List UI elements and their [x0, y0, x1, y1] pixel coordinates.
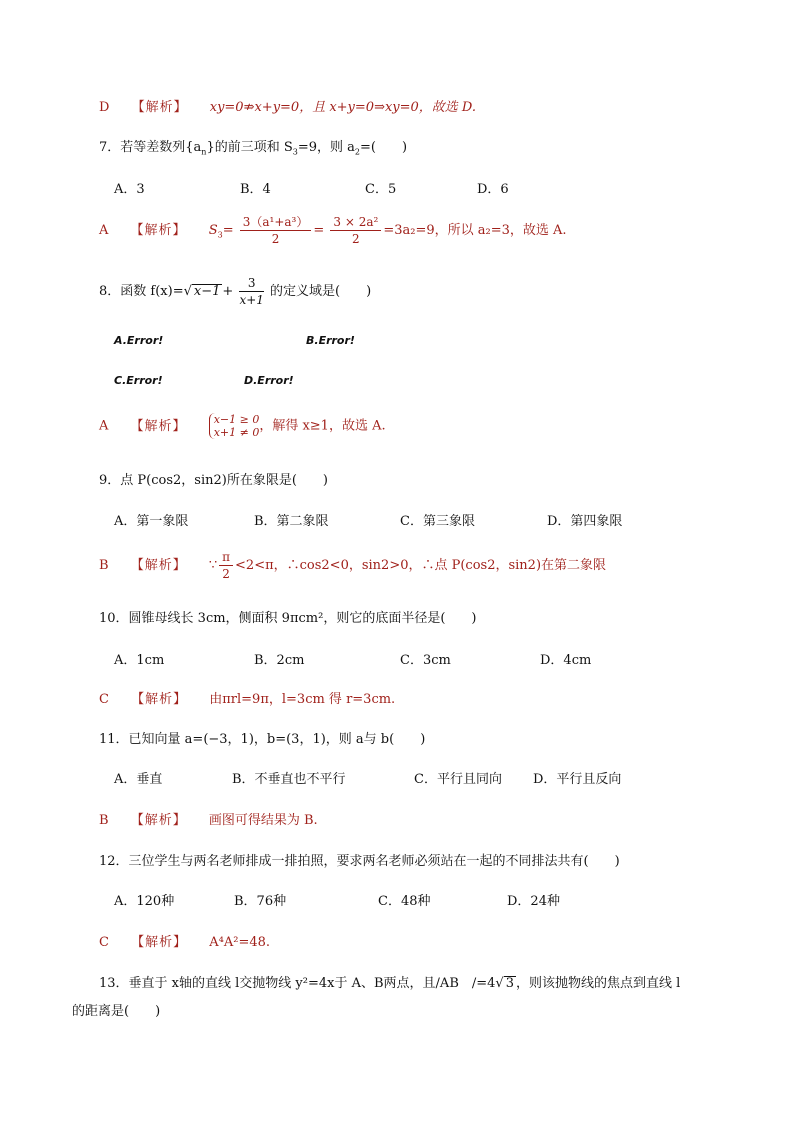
q8-option-c: C.Error!: [114, 374, 163, 387]
q9-answer: B 【解析】 ∵ $\frac{\pi}{2}$ <2<π，∴cos2<0，sin2>0，∴点 P(cos2，sin2)在第二象限: [99, 550, 607, 581]
q10-option-a: A．1cm: [114, 653, 165, 668]
q6-answer-letter: D: [99, 100, 110, 115]
q7-option-b: B．4: [240, 182, 271, 197]
q13-stem-line1: 13．垂直于 x轴的直线 l交抛物线 y²=4x于 A、B两点，且/AB /=4√ 3 ，则该抛物线的焦点到直线 l: [99, 976, 681, 991]
q9-fraction: $\frac{\pi}{2}$: [219, 549, 233, 582]
q11-stem: 11．已知向量 a=(−3，1)，b=(3，1)，则 a与 b( ): [99, 732, 426, 747]
q9-option-b: B．第二象限: [254, 514, 329, 529]
q7-option-d: D．6: [477, 182, 509, 197]
q9-option-d: D．第四象限: [547, 514, 623, 529]
q7-option-c: C．5: [365, 182, 397, 197]
q12-option-c: C．48种: [378, 894, 431, 909]
q10-stem: 10．圆锥母线长 3cm，侧面积 9πcm²，则它的底面半径是( ): [99, 611, 477, 626]
sqrt-sign-icon: √: [495, 976, 504, 991]
q6-answer-tag: 【解析】: [131, 100, 188, 115]
q12-answer-letter: C: [99, 935, 109, 950]
q8-stem: 8．函数 f(x)=√ x−1 + $\frac{3}{x+1}$ 的定义域是( ): [99, 276, 372, 307]
q8-answer-tag: 【解析】: [130, 418, 187, 434]
q10-answer-letter: C: [99, 692, 109, 707]
q10-option-d: D．4cm: [540, 653, 592, 668]
q12-option-d: D．24种: [507, 894, 560, 909]
q11-option-d: D．平行且反向: [533, 772, 622, 787]
q8-brace-system: x−1 ≥ 0 x+1 ≠ 0: [209, 413, 260, 439]
q8-option-a: A.Error!: [114, 334, 164, 347]
q12-stem: 12．三位学生与两名老师排成一排拍照，要求两名老师必须站在一起的不同排法共有( ): [99, 854, 620, 869]
q12-answer-body: A⁴A²=48.: [209, 935, 271, 950]
q6-answer-body: xy=0⇏x+y=0，且 x+y=0⇒xy=0，故选 D.: [209, 100, 477, 115]
q9-stem: 9．点 P(cos2，sin2)所在象限是( ): [99, 473, 328, 488]
q10-answer: [99, 688, 395, 707]
q7-fraction-1: $\frac{\text{3（a¹+a³）}}{2}$: [240, 214, 312, 247]
q12-answer: [99, 931, 270, 950]
q9-answer-tag: 【解析】: [130, 558, 187, 573]
q13-stem-line2: 的距离是( ): [72, 1004, 161, 1019]
q7-answer-letter: A: [99, 223, 109, 238]
q11-answer: [99, 809, 318, 828]
q11-option-c: C．平行且同向: [414, 772, 502, 787]
q11-option-b: B．不垂直也不平行: [232, 772, 346, 787]
q7-option-a: A．3: [114, 182, 145, 197]
q11-answer-letter: B: [99, 813, 109, 828]
q9-answer-letter: B: [99, 558, 109, 573]
q10-answer-body: 由πrl=9π，l=3cm 得 r=3cm.: [209, 692, 396, 707]
q8-option-b: B.Error!: [306, 334, 355, 347]
q11-answer-body: 画图可得结果为 B.: [208, 813, 318, 828]
q9-option-c: C．第三象限: [400, 514, 475, 529]
q7-answer-tag: 【解析】: [130, 223, 187, 238]
q6-answer: [99, 96, 476, 115]
q12-option-a: A．120种: [114, 894, 175, 909]
q11-answer-tag: 【解析】: [130, 813, 187, 828]
q12-answer-tag: 【解析】: [131, 935, 188, 950]
q8-answer: A 【解析】 x−1 ≥ 0 x+1 ≠ 0，解得 x≥1，故选 A.: [99, 413, 386, 439]
q8-answer-letter: A: [99, 418, 109, 434]
q8-option-d: D.Error!: [244, 374, 294, 387]
q10-answer-tag: 【解析】: [131, 692, 188, 707]
q8-fraction: $\frac{3}{x+1}$: [239, 276, 264, 307]
q10-option-c: C．3cm: [400, 653, 451, 668]
q7-answer: A 【解析】 $S_3=$ $\frac{\text{3（a¹+a³）}}{2}$ = $\frac{\text{3 × 2a²}}{2}$ =3a₂=9，所以 a₂=3，故选 A.: [99, 215, 567, 246]
q11-option-a: A．垂直: [114, 772, 163, 787]
q10-option-b: B．2cm: [254, 653, 305, 668]
q7-stem: 7．若等差数列$\{a_n\}$的前三项和 $S_3=9$，则 $a_2=$( ): [99, 140, 408, 157]
q9-option-a: A．第一象限: [114, 514, 189, 529]
sqrt-sign-icon: √: [183, 284, 192, 299]
q12-option-b: B．76种: [234, 894, 287, 909]
q7-fraction-2: $\frac{\text{3 × 2a²}}{2}$: [330, 214, 381, 247]
